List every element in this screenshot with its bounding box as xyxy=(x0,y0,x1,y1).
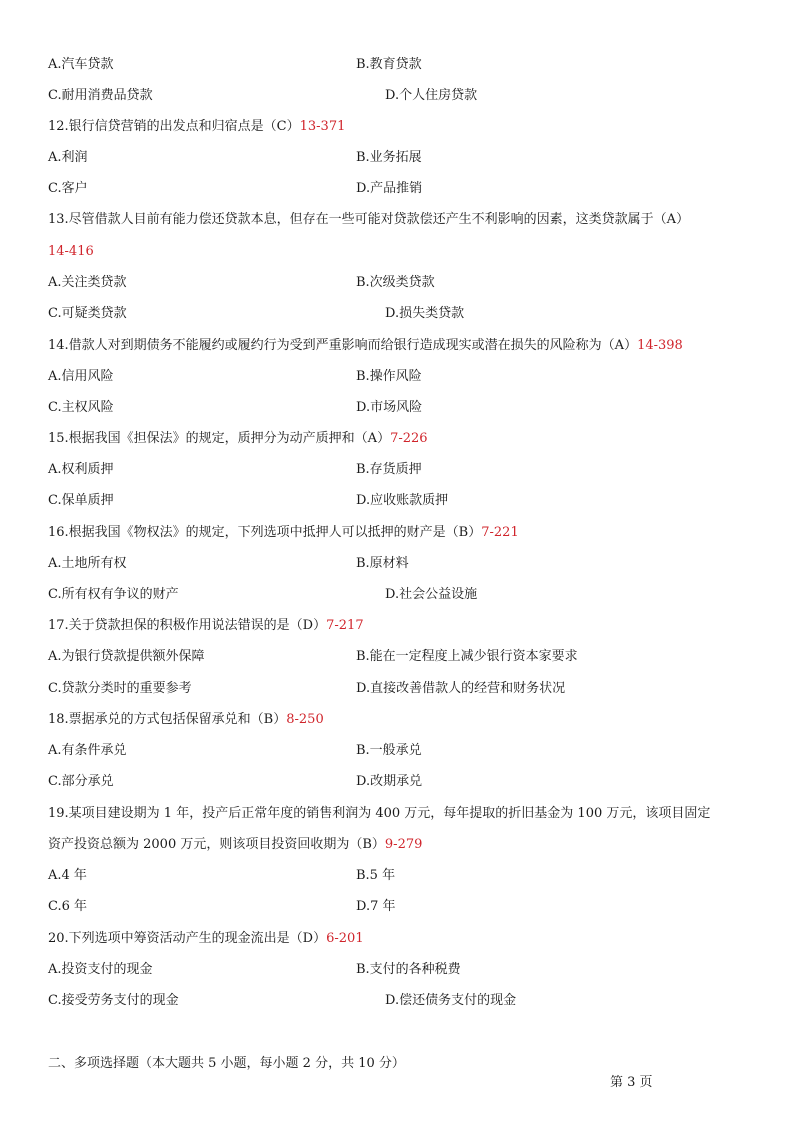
page-reference: 14-416 xyxy=(48,244,94,259)
option-c: C.可疑类贷款 xyxy=(48,306,127,321)
question-20 xyxy=(48,930,364,948)
question-15 xyxy=(48,430,428,448)
question-text: 14.借款人对到期债务不能履约或履约行为受到严重影响而给银行造成现实或潜在损失的风险称为（A） xyxy=(48,338,638,353)
option-d: D.损失类贷款 xyxy=(385,306,465,321)
question-16 xyxy=(48,524,519,542)
option-d: D.市场风险 xyxy=(356,400,423,415)
option-d: D.个人住房贷款 xyxy=(385,88,478,103)
option-a: A.投资支付的现金 xyxy=(48,962,153,977)
option-b: B.支付的各种税费 xyxy=(356,962,461,977)
option-c: C.接受劳务支付的现金 xyxy=(48,993,179,1008)
question-19: 19.某项目建设期为 1 年，投产后正常年度的销售利润为 400 万元，每年提取的折旧基金为 100 万元，该项目固定 xyxy=(48,806,711,821)
option-a: A.权利质押 xyxy=(48,462,114,477)
question-text: 16.根据我国《物权法》的规定，下列选项中抵押人可以抵押的财产是（B） xyxy=(48,525,482,540)
option-d: D.应收账款质押 xyxy=(356,493,449,508)
question-text: 20.下列选项中筹资活动产生的现金流出是（D） xyxy=(48,931,327,946)
option-d: D.直接改善借款人的经营和财务状况 xyxy=(356,681,566,696)
option-a: A.汽车贷款 xyxy=(48,57,114,72)
option-a: A.信用风险 xyxy=(48,369,114,384)
option-c: C.所有权有争议的财产 xyxy=(48,587,179,602)
option-b: B.能在一定程度上减少银行资本家要求 xyxy=(356,649,578,664)
option-b: B.存货质押 xyxy=(356,462,422,477)
page-reference: 7-217 xyxy=(326,618,364,633)
question-text: 17.关于贷款担保的积极作用说法错误的是（D） xyxy=(48,618,327,633)
option-b: B.操作风险 xyxy=(356,369,422,384)
option-d: D.偿还债务支付的现金 xyxy=(385,993,517,1008)
question-text: 资产投资总额为 2000 万元，则该项目投资回收期为（B） xyxy=(48,837,385,852)
page-reference: 14-398 xyxy=(637,338,683,353)
question-13: 13.尽管借款人目前有能力偿还贷款本息，但存在一些可能对贷款偿还产生不利影响的因素，这类贷款属于（A） xyxy=(48,212,690,227)
option-a: A.为银行贷款提供额外保障 xyxy=(48,649,205,664)
option-a: A.利润 xyxy=(48,150,88,165)
option-a: A.有条件承兑 xyxy=(48,743,127,758)
question-19-continued xyxy=(48,836,422,854)
section-heading: 二、多项选择题（本大题共 5 小题，每小题 2 分，共 10 分） xyxy=(48,1056,405,1071)
question-text: 12.银行信贷营销的出发点和归宿点是（C） xyxy=(48,119,300,134)
question-18 xyxy=(48,711,324,729)
page-reference: 7-221 xyxy=(481,525,519,540)
question-17 xyxy=(48,617,364,635)
option-b: B.一般承兑 xyxy=(356,743,422,758)
option-c: C.保单质押 xyxy=(48,493,114,508)
option-c: C.客户 xyxy=(48,181,88,196)
option-d: D.改期承兑 xyxy=(356,774,423,789)
option-b: B.5 年 xyxy=(356,868,396,883)
option-d: D.社会公益设施 xyxy=(385,587,478,602)
option-c: C.6 年 xyxy=(48,899,88,914)
option-b: B.业务拓展 xyxy=(356,150,422,165)
question-12 xyxy=(48,118,345,136)
option-c: C.部分承兑 xyxy=(48,774,114,789)
option-a: A.关注类贷款 xyxy=(48,275,127,290)
page-reference: 8-250 xyxy=(286,712,324,727)
option-b: B.原材料 xyxy=(356,556,409,571)
option-b: B.次级类贷款 xyxy=(356,275,435,290)
option-c: C.主权风险 xyxy=(48,400,114,415)
page-reference: 7-226 xyxy=(390,431,428,446)
option-a: A.土地所有权 xyxy=(48,556,127,571)
page-reference: 6-201 xyxy=(326,931,364,946)
page-reference: 13-371 xyxy=(299,119,346,134)
question-14 xyxy=(48,337,683,355)
page-number: 第 3 页 xyxy=(610,1075,653,1090)
option-c: C.耐用消费品贷款 xyxy=(48,88,153,103)
page-reference: 9-279 xyxy=(384,837,423,852)
option-b: B.教育贷款 xyxy=(356,57,422,72)
option-c: C.贷款分类时的重要参考 xyxy=(48,681,192,696)
question-text: 18.票据承兑的方式包括保留承兑和（B） xyxy=(48,712,287,727)
option-a: A.4 年 xyxy=(48,868,87,883)
option-d: D.7 年 xyxy=(356,899,396,914)
question-text: 15.根据我国《担保法》的规定，质押分为动产质押和（A） xyxy=(48,431,391,446)
option-d: D.产品推销 xyxy=(356,181,423,196)
